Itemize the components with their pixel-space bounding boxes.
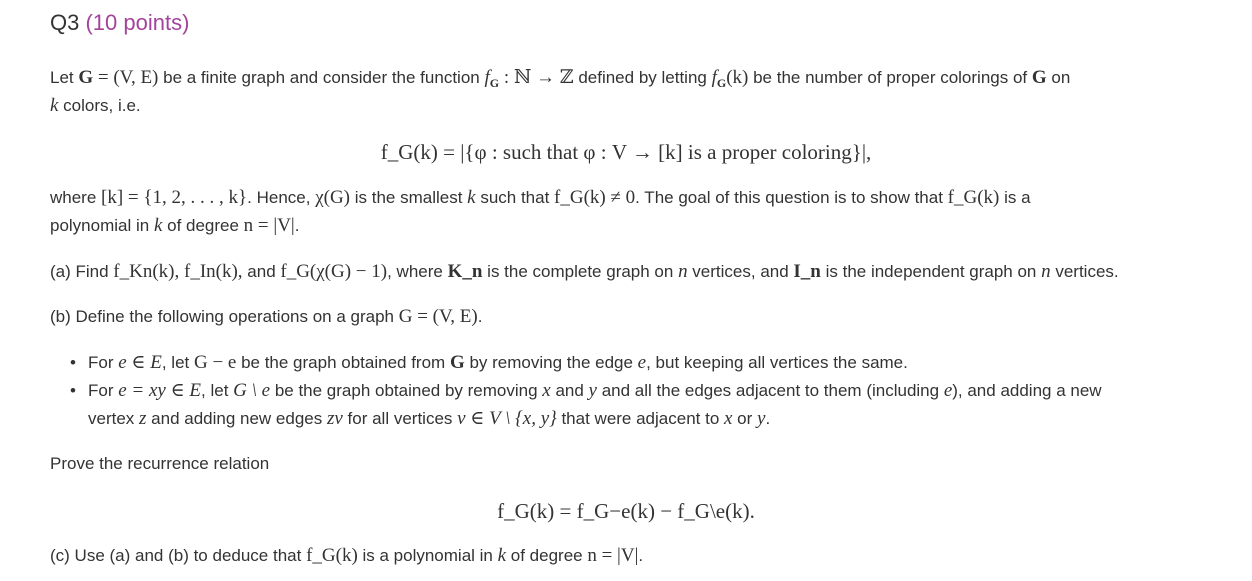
intro-text: defined by letting bbox=[573, 68, 712, 87]
math-variable: x bbox=[724, 408, 733, 429]
math-variable: x bbox=[542, 380, 551, 401]
body-text: of degree bbox=[162, 216, 244, 235]
math-variable: k bbox=[50, 95, 59, 116]
math-variable: z bbox=[139, 408, 147, 429]
body-text: . bbox=[765, 409, 771, 428]
body-text: and adding new edges bbox=[146, 409, 327, 428]
body-text: is a bbox=[999, 188, 1031, 207]
body-text: polynomial in bbox=[50, 216, 154, 235]
part-c bbox=[50, 546, 643, 566]
math-graph-definition: = (V, E) bbox=[93, 67, 159, 88]
body-text: vertices, and bbox=[687, 262, 794, 281]
equation-coloring-count: f_G(k) = |{φ : such that φ : V → [k] is a proper coloring}|, bbox=[380, 140, 872, 164]
math-expression: G − e bbox=[193, 352, 237, 373]
math-expression: v ∈ V \ {x, y} bbox=[457, 408, 557, 429]
body-text: vertices. bbox=[1050, 262, 1119, 281]
body-text: , let bbox=[161, 353, 194, 372]
body-text: . Hence, bbox=[247, 188, 316, 207]
math-subscript: G bbox=[489, 76, 500, 90]
prove-text: Prove the recurrence relation bbox=[50, 454, 270, 473]
math-graph-symbol: G bbox=[449, 352, 465, 373]
where-line-2 bbox=[50, 216, 299, 236]
question-heading bbox=[50, 9, 189, 37]
math-expression: G = (V, E) bbox=[398, 306, 478, 327]
math-graph-symbol: G bbox=[1031, 67, 1047, 88]
body-text: is the smallest bbox=[350, 188, 468, 207]
math-expression: n = |V| bbox=[587, 545, 639, 566]
body-text: (c) Use (a) and (b) to deduce that bbox=[50, 546, 307, 565]
math-function-symbol: f bbox=[484, 67, 490, 88]
intro-text: be a finite graph and consider the function bbox=[158, 68, 485, 87]
list-item-continuation bbox=[88, 409, 770, 429]
body-text: . bbox=[294, 216, 300, 235]
bullet-icon: • bbox=[70, 353, 76, 372]
math-variable: k bbox=[467, 187, 476, 208]
math-expression: f_G(χ(G) − 1) bbox=[280, 261, 388, 282]
math-expression: K_n bbox=[447, 261, 483, 282]
math-expression: I_n bbox=[793, 261, 821, 282]
math-variable: e bbox=[637, 352, 647, 373]
math-variable: n bbox=[678, 261, 688, 282]
body-text: , but keeping all vertices the same. bbox=[646, 353, 908, 372]
math-variable: k bbox=[497, 545, 507, 566]
body-text: or bbox=[732, 409, 758, 428]
body-text: is a polynomial in bbox=[357, 546, 498, 565]
body-text: be the graph obtained by removing bbox=[270, 381, 543, 400]
body-text: (b) Define the following operations on a graph bbox=[50, 307, 399, 326]
equation-recurrence: f_G(k) = f_G−e(k) − f_G\e(k). bbox=[497, 499, 755, 523]
math-expression: f_G(k) bbox=[306, 545, 358, 566]
math-expression: G \ e bbox=[233, 380, 271, 401]
math-variable: zv bbox=[326, 408, 343, 429]
math-expression: f_G(k) bbox=[947, 187, 1000, 208]
math-expression: e = xy ∈ E bbox=[118, 380, 202, 401]
math-variable: y bbox=[757, 408, 766, 429]
body-text: for all vertices bbox=[342, 409, 458, 428]
math-subscript: G bbox=[716, 76, 727, 90]
math-expression: f_Kn(k), f_In(k), bbox=[113, 261, 243, 282]
math-function-domain: : ℕ → ℤ bbox=[499, 67, 574, 88]
math-variable: k bbox=[153, 215, 163, 236]
body-text: . bbox=[638, 546, 644, 565]
math-expression: f_G(k) ≠ 0 bbox=[554, 187, 636, 208]
body-text: , where bbox=[387, 262, 448, 281]
body-text: . The goal of this question is to show that bbox=[635, 188, 948, 207]
intro-text: be the number of proper colorings of bbox=[748, 68, 1032, 87]
intro-line-2 bbox=[50, 96, 141, 116]
intro-text: on bbox=[1046, 68, 1071, 87]
question-label: Q3 bbox=[50, 10, 80, 35]
body-text: is the independent graph on bbox=[820, 262, 1042, 281]
part-b bbox=[50, 307, 482, 327]
math-variable: n bbox=[1041, 261, 1051, 282]
bullet-icon: • bbox=[70, 381, 76, 400]
body-text: that were adjacent to bbox=[556, 409, 725, 428]
intro-text: Let bbox=[50, 68, 79, 87]
math-argument: (k) bbox=[726, 67, 749, 88]
body-text: . bbox=[477, 307, 483, 326]
body-text: ), and adding a new bbox=[952, 381, 1102, 400]
body-text: and bbox=[550, 381, 589, 400]
math-expression: n = |V| bbox=[243, 215, 295, 236]
part-a bbox=[50, 262, 1119, 282]
body-text: is the complete graph on bbox=[482, 262, 679, 281]
math-function-symbol: f bbox=[711, 67, 717, 88]
intro-text: colors, i.e. bbox=[58, 96, 141, 115]
body-text: vertex bbox=[88, 409, 140, 428]
math-set: [k] = {1, 2, . . . , k} bbox=[101, 187, 248, 208]
math-graph-symbol: G bbox=[78, 67, 94, 88]
question-points: (10 points) bbox=[85, 10, 190, 35]
body-text: , let bbox=[201, 381, 234, 400]
body-text: For bbox=[88, 353, 119, 372]
body-text: be the graph obtained from bbox=[236, 353, 450, 372]
body-text: (a) Find bbox=[50, 262, 114, 281]
body-text: and all the edges adjacent to them (including bbox=[596, 381, 944, 400]
where-line-1 bbox=[50, 188, 1031, 208]
body-text: and bbox=[242, 262, 281, 281]
math-expression: e ∈ E bbox=[118, 352, 162, 373]
body-text: of degree bbox=[506, 546, 588, 565]
body-text: For bbox=[88, 381, 119, 400]
math-variable: e bbox=[943, 380, 953, 401]
math-chromatic-number: χ(G) bbox=[315, 187, 350, 208]
list-item bbox=[70, 352, 908, 373]
body-text: where bbox=[50, 188, 102, 207]
math-variable: y bbox=[588, 380, 597, 401]
intro-line-1 bbox=[50, 68, 1070, 93]
body-text: by removing the edge bbox=[464, 353, 638, 372]
list-item bbox=[70, 380, 1102, 401]
body-text: such that bbox=[475, 188, 555, 207]
